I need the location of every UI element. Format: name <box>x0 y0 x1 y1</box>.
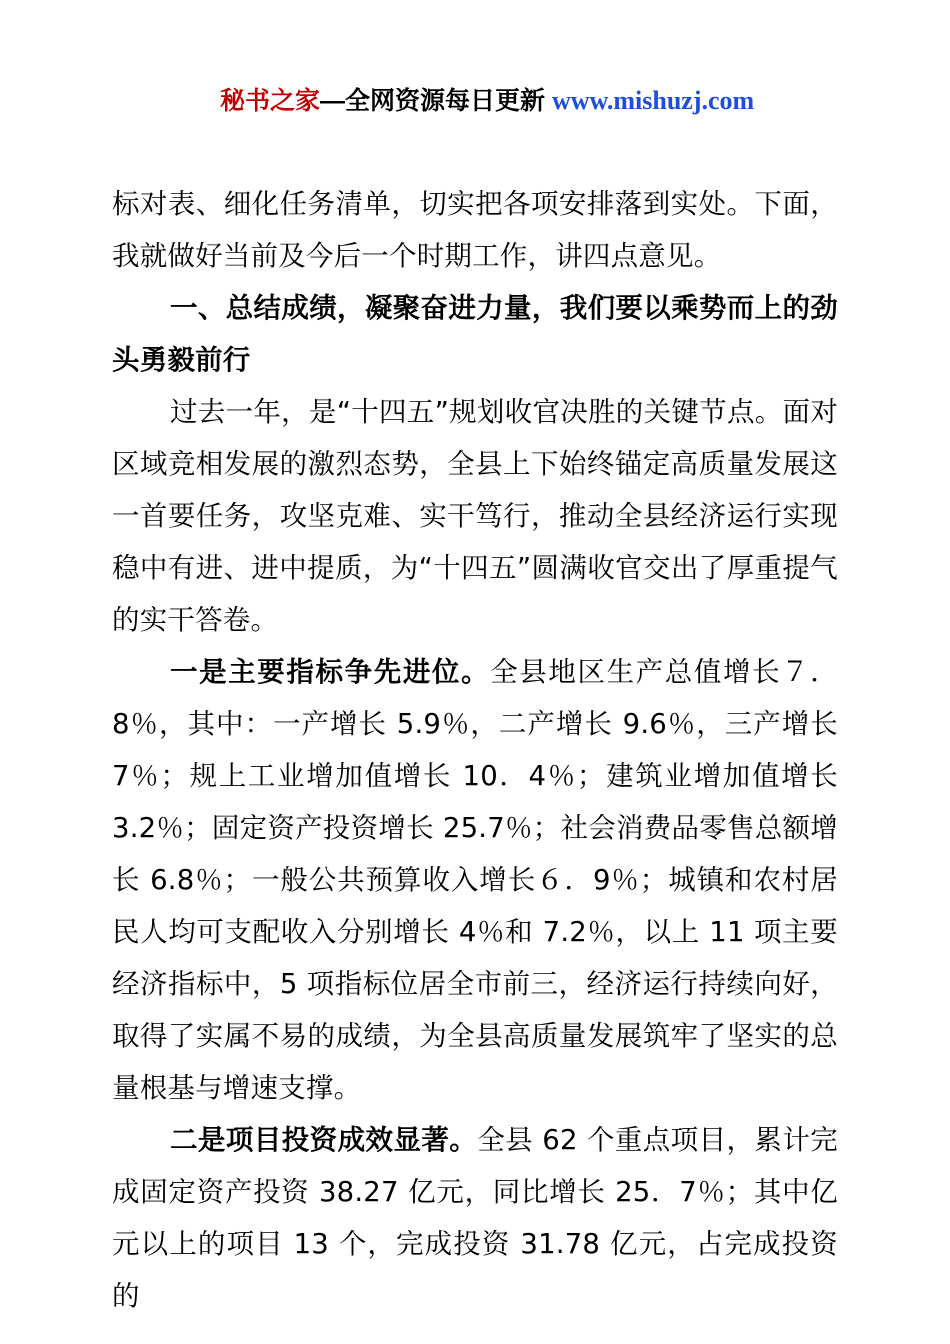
site-url[interactable]: www.mishuzj.com <box>551 86 755 115</box>
site-brand-name: 秘书之家 <box>220 87 321 115</box>
paragraph-1 <box>112 178 838 282</box>
paragraph-3-text: 过去一年，是“十四五”规划收官决胜的关键节点。面对区域竞相发展的激烈态势，全县上下始终锚定高质量发展这一首要任务，攻坚克难、实干笃行，推动全县经济运行实现稳中有进、进中提质，为“十四五”圆满收官交出了厚重提气的实干答卷。 <box>112 396 838 636</box>
paragraph-5-text: 全县 62 个重点项目，累计完成固定资产投资 38.27 亿元，同比增长 25．7％；其中亿元以上的项目 13 个，完成投资 31.78 亿元，占完成投资的 <box>112 1124 838 1312</box>
paragraph-5-lead: 二是项目投资成效显著。 <box>170 1124 478 1156</box>
site-watermark-header <box>220 84 850 118</box>
paragraph-4-text: 全县地区生产总值增长７．8％，其中：一产增长 5.9％，二产增长 9.6％，三产增长 7％；规上工业增加值增长 10．4％；建筑业增加值增长 3.2％；固定资产投资增长 25.7％；社会消费品零售总额增长 6.8％；一般公共预算收入增长６．9％；城镇和农村居民人均可支配收入分别增长 4％和 7.2％，以上 11 项主要经济指标中，5 项指标位居全市前三，经济运行持续向好，取得了实属不易的成绩，为全县高质量发展筑牢了坚实的总量根基与增速支撑。 <box>112 656 839 1104</box>
paragraph-1-text: 标对表、细化任务清单，切实把各项安排落到实处。下面，我就做好当前及今后一个时期工作，讲四点意见。 <box>112 188 838 272</box>
section-heading-one-text: 一、总结成绩，凝聚奋进力量，我们要以乘势而上的劲头勇毅前行 <box>112 292 838 376</box>
section-heading-one <box>112 282 838 386</box>
paragraph-4 <box>112 646 838 1114</box>
paragraph-3 <box>112 386 838 646</box>
site-brand-tagline: —全网资源每日更新 <box>320 87 546 115</box>
paragraph-4-lead: 一是主要指标争先进位。 <box>170 656 491 688</box>
document-body <box>112 178 838 1322</box>
paragraph-5 <box>112 1114 838 1322</box>
